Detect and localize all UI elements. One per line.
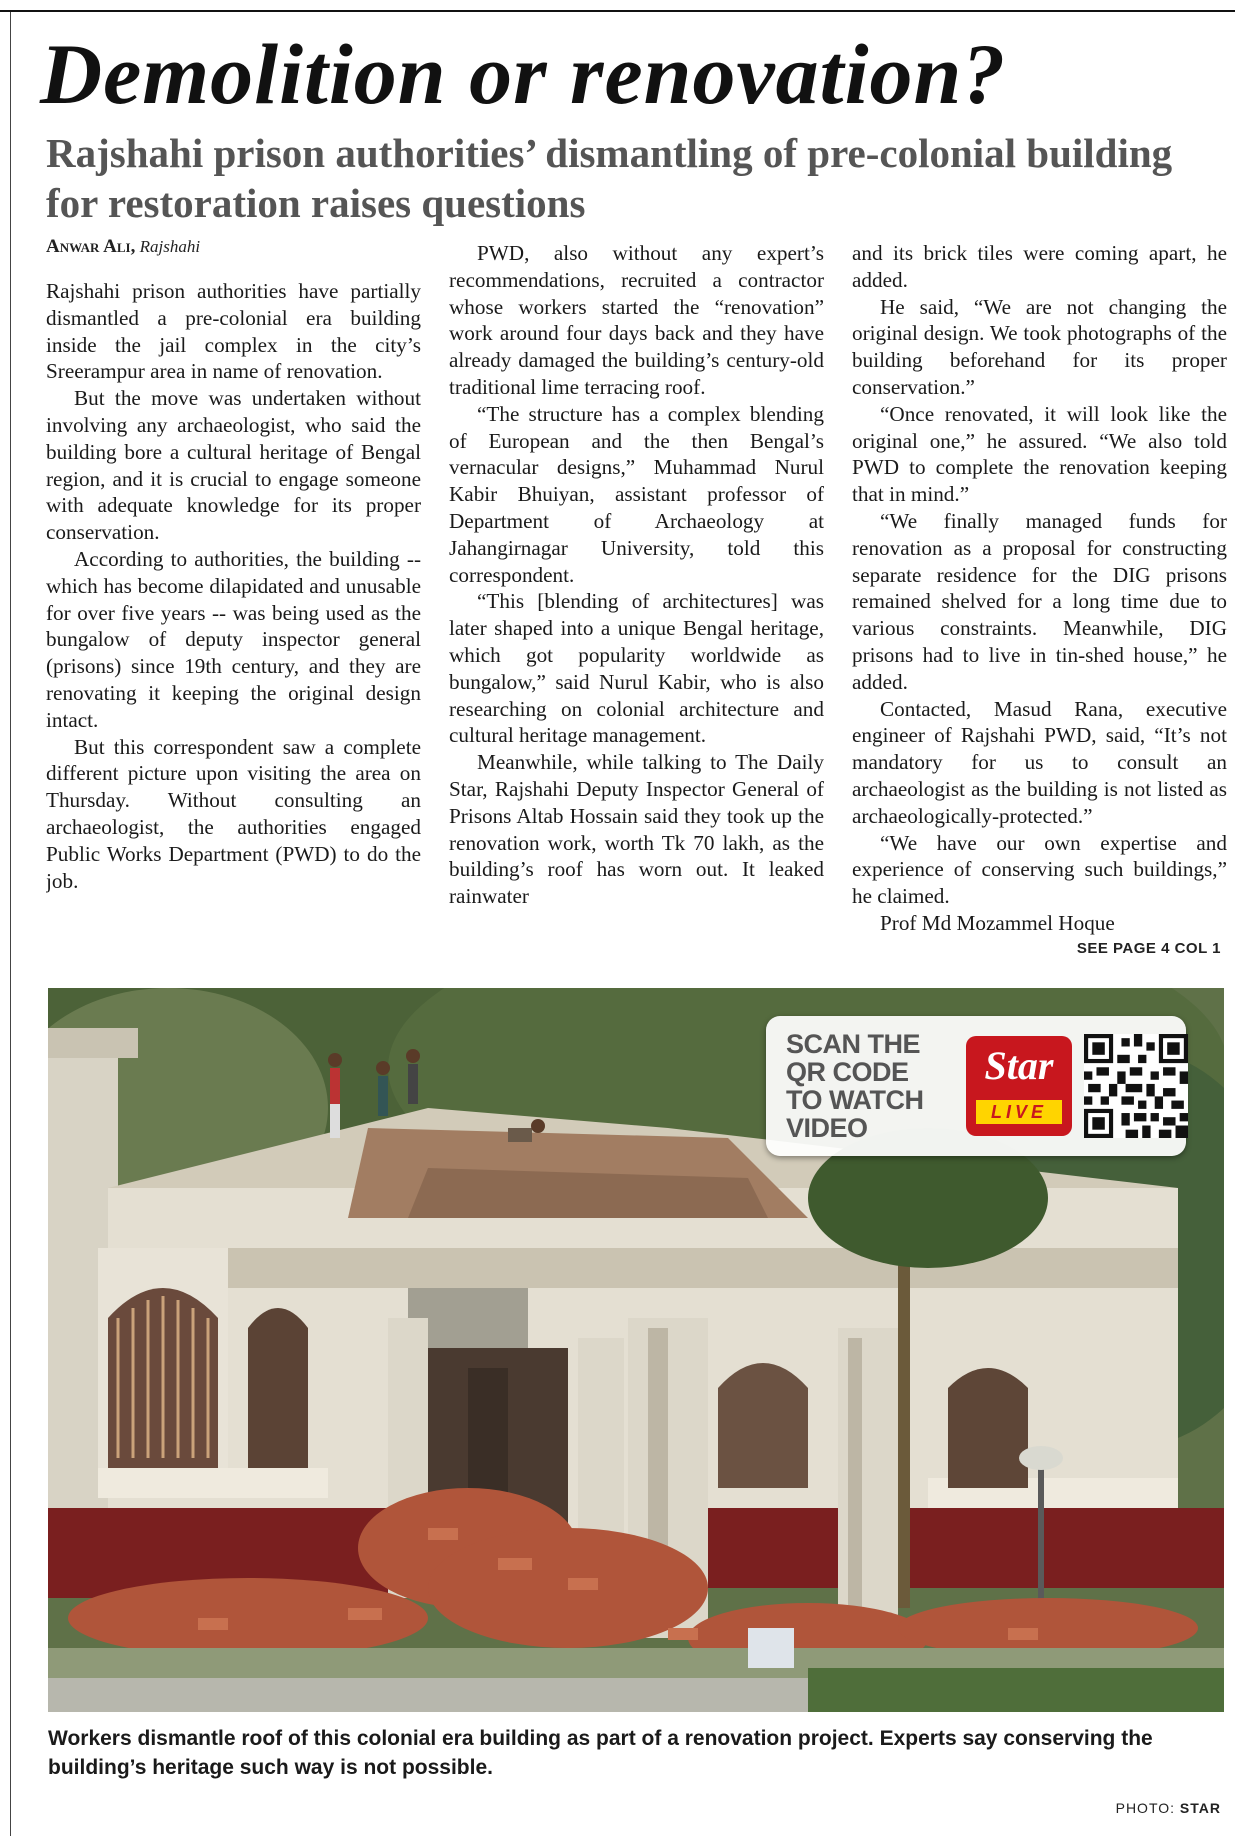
qr-promo-line: QR CODE <box>786 1057 909 1087</box>
paragraph: According to authorities, the building -- which has become dilapidated and unusable for over five years -- was being used as the bungalow of deputy inspector general (prisons) since 19th century, and they are renovating it keeping the original design intact. <box>46 546 421 732</box>
article-column-1 <box>46 278 421 958</box>
photo-credit-label: PHOTO: <box>1115 1800 1176 1816</box>
news-photo <box>48 988 1224 1712</box>
paragraph: “The structure has a complex blending of European and the then Bengal’s vernacular designs,” Muhammad Nurul Kabir Bhuiyan, assistant professor of Department of Archaeology at Jahangirnagar University, told this correspondent. <box>449 401 824 587</box>
byline-author: Anwar Ali, <box>46 236 136 257</box>
qr-promo-text <box>786 1030 956 1142</box>
article-column-2 <box>449 240 824 970</box>
live-badge: LIVE <box>976 1100 1062 1124</box>
paragraph: and its brick tiles were coming apart, he added. <box>852 241 1227 292</box>
paragraph: “We finally managed funds for renovation as a proposal for constructing separate residence for the DIG prisons remained shelved for a long time due to various constraints. Meanwhile, DIG prisons had to live in tin-shed house,” he added. <box>852 508 1227 694</box>
article-column-3 <box>852 240 1227 970</box>
paragraph: “This [blending of architectures] was later shaped into a unique Bengal heritage, which got popularity worldwide as bungalow,” said Nurul Kabir, who is also researching on colonial architecture and cultural heritage management. <box>449 589 824 748</box>
paragraph: “We have our own expertise and experience of conserving such buildings,” he claimed. <box>852 830 1227 909</box>
star-logo-word: Star <box>984 1043 1054 1088</box>
paragraph: Contacted, Masud Rana, executive engineer of Rajshahi PWD, said, “It’s not mandatory for us to consult an archaeologist as the building is not listed as archaeologically-protected.” <box>852 696 1227 828</box>
qr-code-icon[interactable] <box>1084 1034 1188 1138</box>
jump-reference: SEE PAGE 4 COL 1 <box>1076 940 1221 957</box>
photo-credit <box>1116 1800 1221 1816</box>
paragraph: He said, “We are not changing the original design. We took photographs of the building beforehand for its proper conservation.” <box>852 294 1227 399</box>
star-live-logo <box>966 1036 1072 1136</box>
qr-promo-line: VIDEO <box>786 1113 868 1143</box>
qr-promo-line: TO WATCH <box>786 1085 924 1115</box>
column-rule <box>10 12 11 1836</box>
photo-credit-source: STAR <box>1179 1800 1221 1816</box>
top-rule <box>0 10 1235 12</box>
photo-caption: Workers dismantle roof of this colonial era building as part of a renovation project. Experts say conserving the building’s heritage such way is not possible. <box>48 1727 1153 1779</box>
paragraph: PWD, also without any expert’s recommendations, recruited a contractor whose workers started the “renovation” work around four days back and they have already damaged the building’s century-old traditional lime terracing roof. <box>449 241 824 399</box>
paragraph: But the move was undertaken without involving any archaeologist, who said the building bore a cultural heritage of Bengal region, and it is crucial to engage someone with adequate knowledge for its proper conservation. <box>46 386 421 545</box>
paragraph: Meanwhile, while talking to The Daily Star, Rajshahi Deputy Inspector General of Prisons Altab Hossain said they took up the renovation work, worth Tk 70 lakh, as the building’s roof has worn out. It leaked rainwater <box>449 750 824 909</box>
headline: Demolition or renovation? <box>40 26 1007 122</box>
paragraph: “Once renovated, it will look like the original one,” he assured. “We also told PWD to complete the renovation keeping that in mind.” <box>852 401 1227 507</box>
paragraph: Prof Md Mozammel Hoque <box>880 910 1115 935</box>
qr-promo-box[interactable] <box>766 1016 1186 1156</box>
qr-promo-line: SCAN THE <box>786 1029 921 1059</box>
byline-place: Rajshahi <box>139 237 201 256</box>
paragraph: But this correspondent saw a complete different picture upon visiting the area on Thursday. Without consulting an archaeologist, the authorities engaged Public Works Department (PWD) to do the job. <box>46 734 421 893</box>
deck-subheadline: Rajshahi prison authorities’ dismantling of pre-colonial building for restoration raises questions <box>46 130 1173 226</box>
byline <box>46 236 466 258</box>
paragraph: Rajshahi prison authorities have partially dismantled a pre-colonial era building inside the jail complex in the city’s Sreerampur area in name of renovation. <box>46 279 421 384</box>
